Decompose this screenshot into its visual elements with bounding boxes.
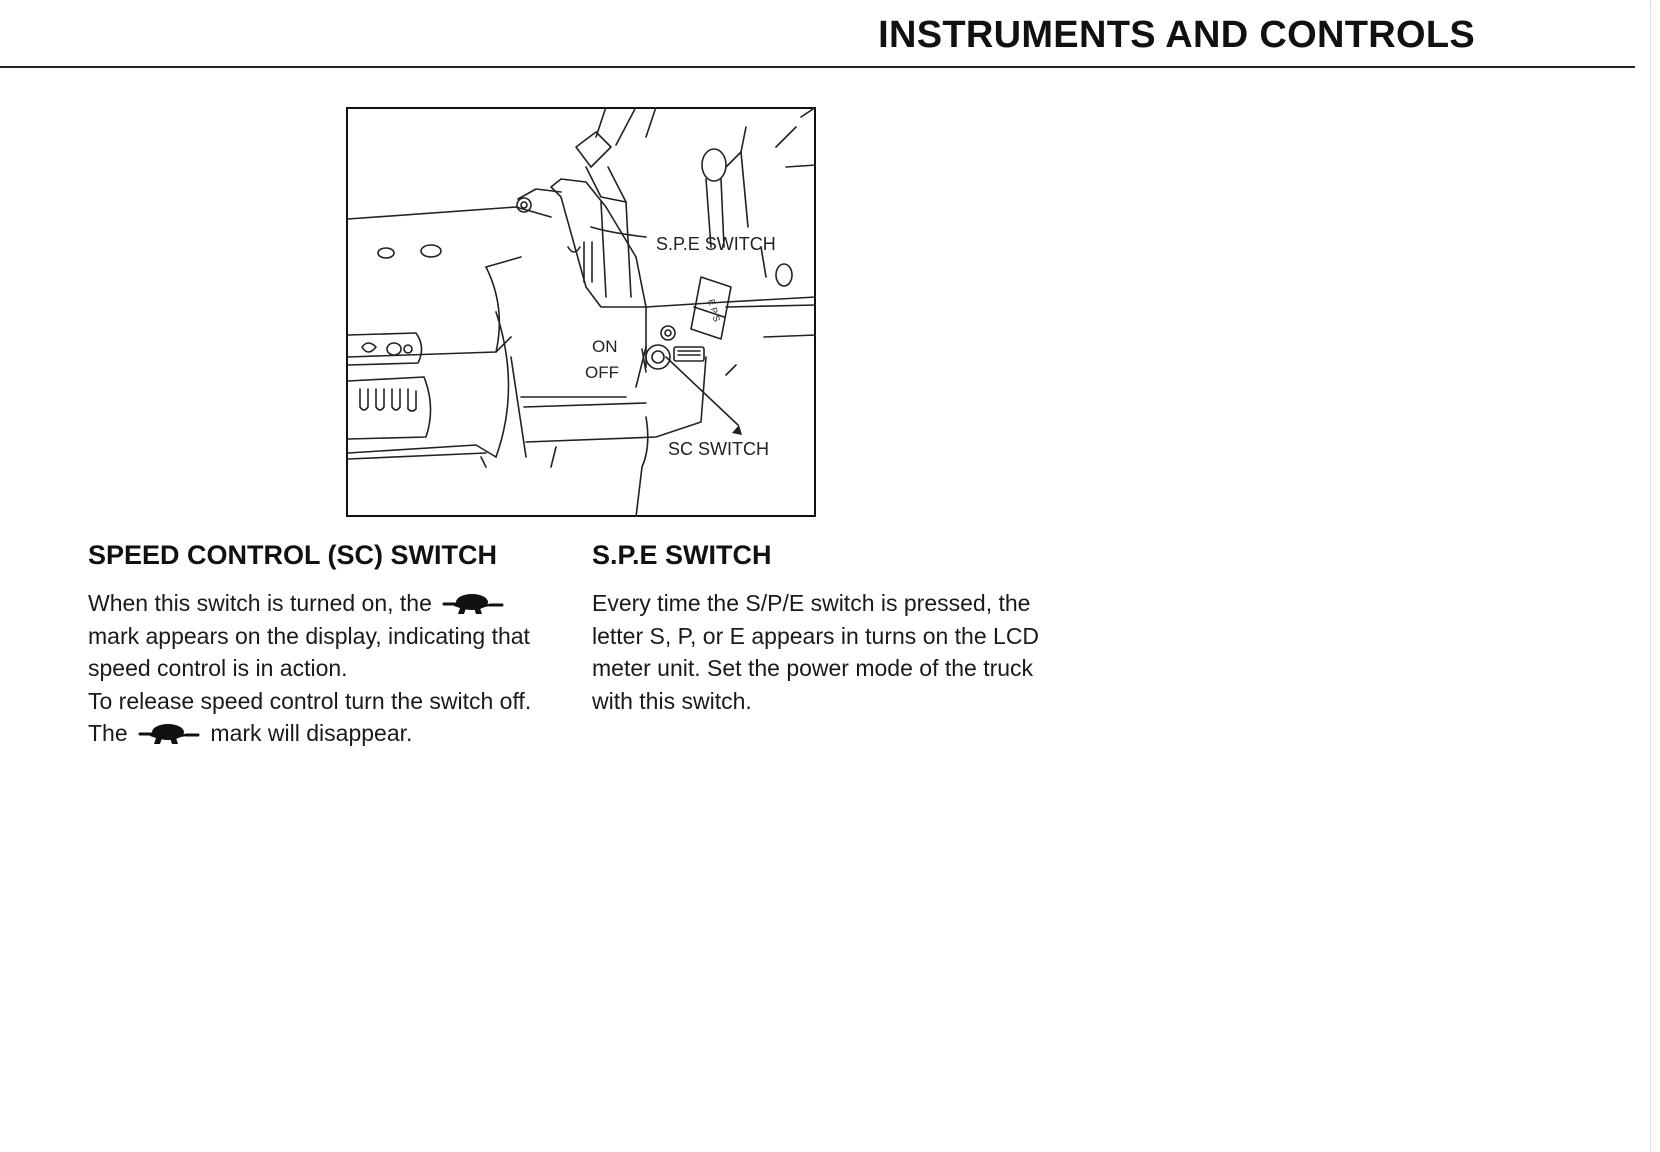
sc-switch-section bbox=[88, 540, 568, 750]
sc-line-3: speed control is in action. bbox=[88, 655, 348, 681]
header-rule bbox=[0, 66, 1635, 68]
sc-line-5-start: The bbox=[88, 720, 128, 746]
spe-line-2: letter S, P, or E appears in turns on the LCD bbox=[592, 622, 1040, 649]
spe-switch-letters: E P S bbox=[706, 298, 722, 323]
sc-line-5 bbox=[88, 717, 568, 750]
sc-line-1-text: When this switch is turned on, the bbox=[88, 590, 432, 616]
sc-switch-heading: SPEED CONTROL (SC) SWITCH bbox=[88, 540, 498, 570]
spe-switch-section bbox=[592, 540, 1092, 717]
page-title: INSTRUMENTS AND CONTROLS bbox=[878, 14, 1475, 56]
sc-line-4: To release speed control turn the switch off. bbox=[88, 687, 532, 714]
turtle-icon bbox=[136, 722, 202, 746]
spe-switch-label: S.P.E SWITCH bbox=[656, 234, 776, 254]
switch-panel-illustration bbox=[346, 107, 816, 517]
spe-line-3: meter unit. Set the power mode of the truck bbox=[592, 655, 1034, 681]
sc-line-1 bbox=[88, 587, 568, 620]
spe-line-4: with this switch. bbox=[592, 687, 752, 714]
on-label: ON bbox=[592, 337, 618, 356]
switch-panel-figure bbox=[346, 107, 816, 517]
sc-switch-label: SC SWITCH bbox=[668, 439, 769, 459]
sc-line-5-end: mark will disappear. bbox=[210, 720, 413, 746]
sc-line-2: mark appears on the display, indicating that bbox=[88, 622, 530, 649]
page-edge-dotted-line bbox=[1650, 0, 1651, 1152]
spe-switch-heading: S.P.E SWITCH bbox=[592, 540, 772, 570]
turtle-icon bbox=[440, 592, 506, 616]
off-label: OFF bbox=[585, 363, 619, 382]
spe-line-1: Every time the S/P/E switch is pressed, the bbox=[592, 590, 1031, 616]
